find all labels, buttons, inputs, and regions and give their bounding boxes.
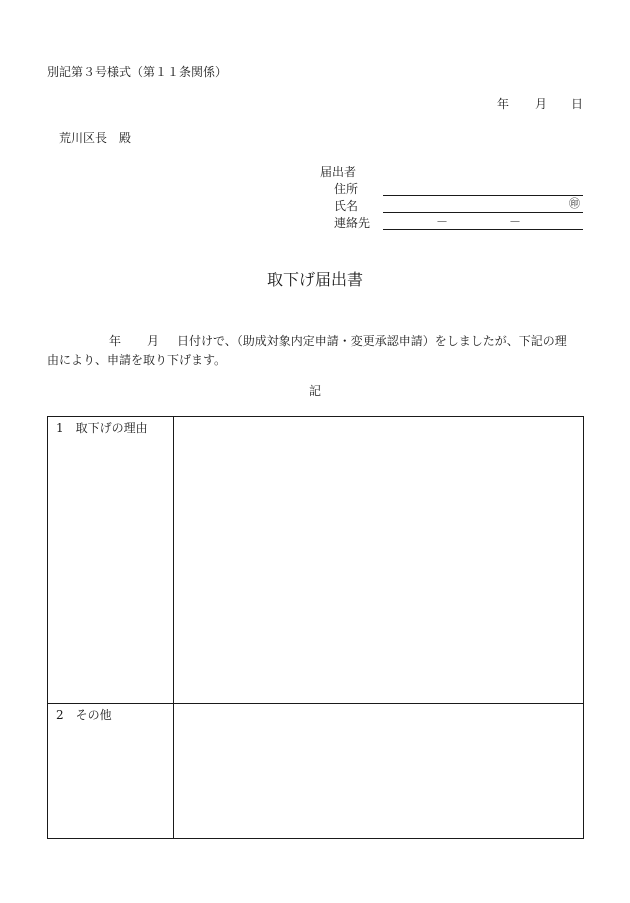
contact-separator-1: － — [436, 215, 449, 229]
body-text-1: 日付けで、（助成対象内定申請・変更承認申請）をしましたが、下記の理 — [177, 334, 567, 348]
applicant-heading: 届出者 — [320, 165, 357, 179]
date-day: 日 — [571, 97, 584, 111]
form-number: 別記第３号様式（第１１条関係） — [47, 65, 228, 79]
name-field-line[interactable] — [383, 212, 583, 213]
reason-table — [47, 416, 584, 839]
other-content-cell[interactable] — [174, 704, 583, 838]
reason-content-cell[interactable] — [174, 417, 583, 703]
body-line-1 — [47, 332, 587, 351]
seal-mark: ㊞ — [569, 197, 580, 210]
contact-separator-2: － — [509, 215, 522, 229]
row-label-other: 2 その他 — [56, 708, 112, 722]
contact-field-line[interactable] — [383, 229, 583, 230]
contact-label: 連絡先 — [334, 216, 371, 230]
body-text — [47, 332, 587, 369]
ki-heading: 記 — [308, 384, 321, 398]
date-month: 月 — [535, 97, 548, 111]
name-label: 氏名 — [334, 199, 359, 213]
body-text-2: 由により、申請を取り下げます。 — [47, 352, 227, 367]
body-month: 月 — [147, 334, 160, 348]
date-year: 年 — [497, 97, 510, 111]
address-label: 住所 — [334, 182, 359, 196]
body-year: 年 — [109, 334, 122, 348]
address-field-line[interactable] — [383, 195, 583, 196]
document-title: 取下げ届出書 — [266, 270, 363, 289]
addressee: 荒川区長 殿 — [59, 131, 132, 145]
row-label-reason: 1 取下げの理由 — [56, 421, 148, 435]
